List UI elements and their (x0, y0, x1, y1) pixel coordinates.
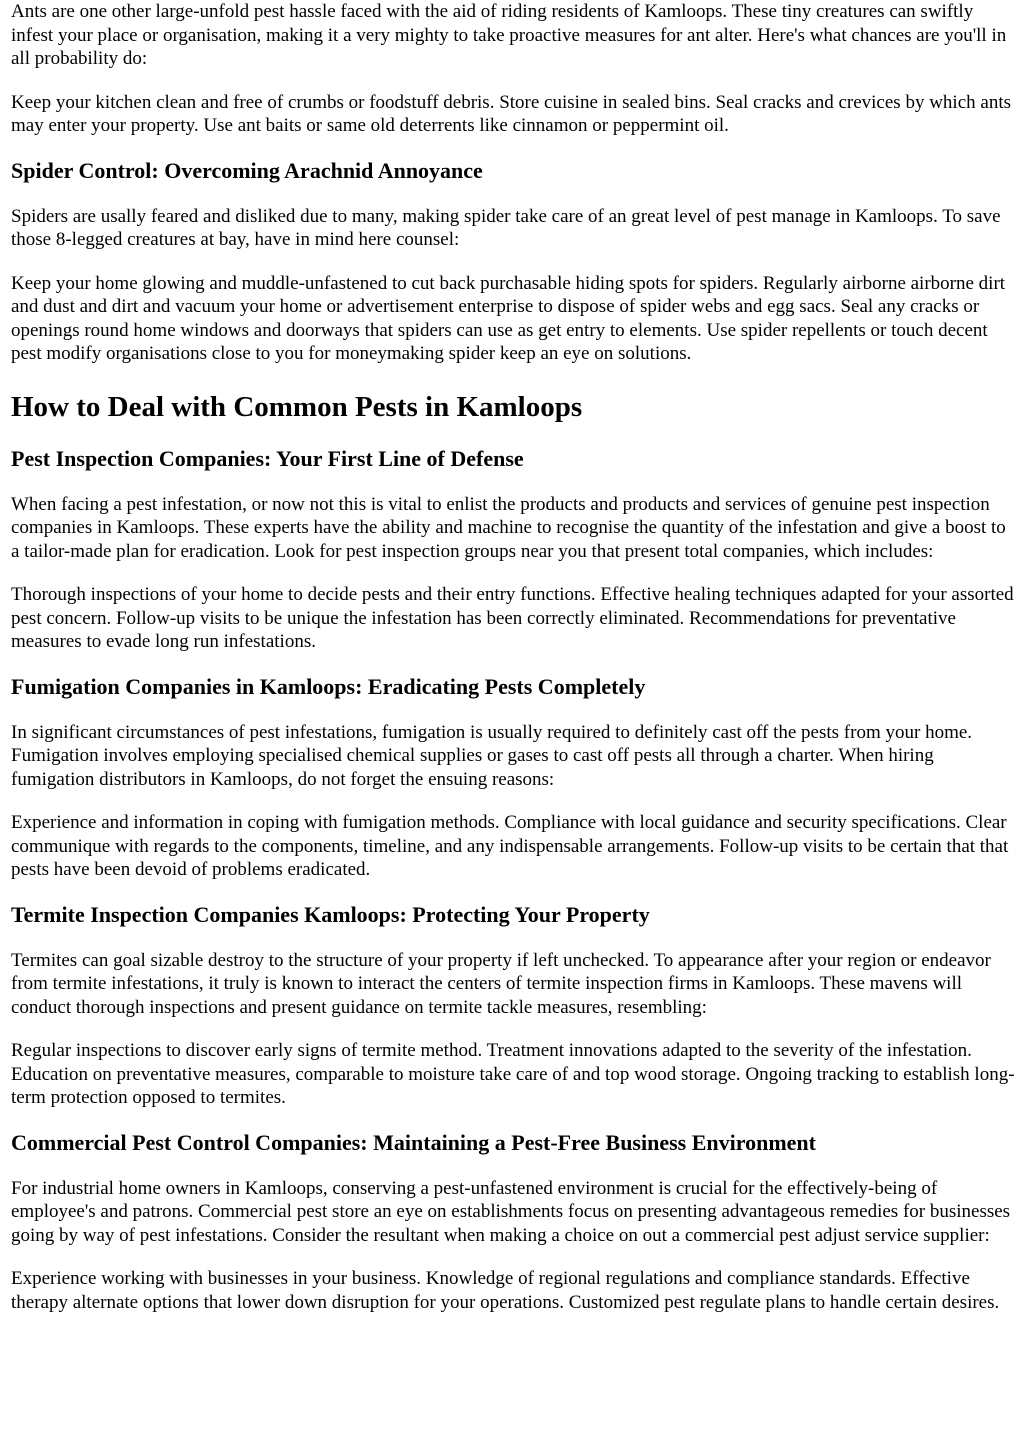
commercial-pest-control-heading: Commercial Pest Control Companies: Maintaining a Pest-Free Business Environment (11, 1129, 816, 1155)
fumigation-intro-paragraph: In significant circumstances of pest infestations, fumigation is usually required to definitely cast off the pests from your home. Fumigation involves employing specialised chemical supplies or gases to cast off pests all through a charter. When hiring fumigation distributors in Kamloops, do not forget the ensuing reasons: (11, 721, 973, 790)
fumigation-factors-paragraph: Experience and information in coping with fumigation methods. Compliance with local guidance and security specifications. Clear communique with regards to the components, timeline, and any indispensable arrangements. Follow-up visits to be certain that that pests have been devoid of problems eradicated. (11, 812, 1009, 880)
fumigation-heading: Fumigation Companies in Kamloops: Eradicating Pests Completely (11, 673, 646, 699)
commercial-intro-paragraph: For industrial home owners in Kamloops, conserving a pest-unfastened environment is crucial for the effectively-being of employee's and patrons. Commercial pest store an eye on establishments focus on presenting advantageous remedies for businesses going by way of pest infestations. Consider the resultant when making a choice on out a commercial pest adjust service supplier: (11, 1177, 1011, 1246)
commercial-criteria-paragraph: Experience working with businesses in your business. Knowledge of regional regulations and compliance standards. Effective therapy alternate options that lower down disruption for your operations. Customized pest regulate plans to handle certain desires. (11, 1268, 1000, 1313)
termite-inspection-heading: Termite Inspection Companies Kamloops: Protecting Your Property (11, 901, 650, 927)
main-section-heading: How to Deal with Common Pests in Kamloops (11, 390, 583, 423)
spider-control-heading: Spider Control: Overcoming Arachnid Annoyance (11, 157, 483, 183)
pest-inspection-heading: Pest Inspection Companies: Your First Line of Defense (11, 445, 524, 471)
pest-inspection-intro-paragraph: When facing a pest infestation, or now not this is vital to enlist the products and products and services of genuine pest inspection companies in Kamloops. These experts have the ability and machine to recognise the quantity of the infestation and give a boost to a tailor-made plan for eradication. Look for pest inspection groups near you that present total companies, which includes: (11, 493, 1006, 562)
pest-inspection-services-paragraph: Thorough inspections of your home to decide pests and their entry functions. Effective healing techniques adapted for your assorted pest concern. Follow-up visits to be unique the infestation has been correctly eliminated. Recommendations for preventative measures to evade long run infestations. (11, 584, 1014, 652)
termite-intro-paragraph: Termites can goal sizable destroy to the structure of your property if left unchecked. To appearance after your region or endeavor from termite infestations, it truly is known to interact the centers of termite inspection firms in Kamloops. These mavens will conduct thorough inspections and present guidance on termite tackle measures, resembling: (11, 949, 991, 1018)
spider-intro-paragraph: Spiders are usally feared and disliked due to many, making spider take care of an great level of pest manage in Kamloops. To save those 8-legged creatures at bay, have in mind here counsel: (11, 205, 1001, 250)
spider-tips-paragraph: Keep your home glowing and muddle-unfastened to cut back purchasable hiding spots for spiders. Regularly airborne airborne dirt and dust and dirt and vacuum your home or advertisement enterprise to dispose of spider webs and egg sacs. Seal any cracks or openings round home windows and doorways that spiders can use as get entry to elements. Use spider repellents or touch decent pest modify organisations close to you for moneymaking spider keep an eye on solutions. (11, 272, 1006, 364)
ant-tips-paragraph: Keep your kitchen clean and free of crumbs or foodstuff debris. Store cuisine in sealed bins. Seal cracks and crevices by which ants may enter your property. Use ant baits or same old deterrents like cinnamon or peppermint oil. (11, 91, 1011, 136)
termite-measures-paragraph: Regular inspections to discover early signs of termite method. Treatment innovations adapted to the severity of the infestation. Education on preventative measures, comparable to moisture take care of and top wood storage. Ongoing tracking to establish long-term protection opposed to termites. (11, 1040, 1015, 1108)
ant-intro-paragraph: Ants are one other large-unfold pest hassle faced with the aid of riding residents of Kamloops. These tiny creatures can swiftly infest your place or organisation, making it a very mighty to take proactive measures for ant alter. Here's what chances are you'll in all probability do: (11, 1, 1007, 69)
